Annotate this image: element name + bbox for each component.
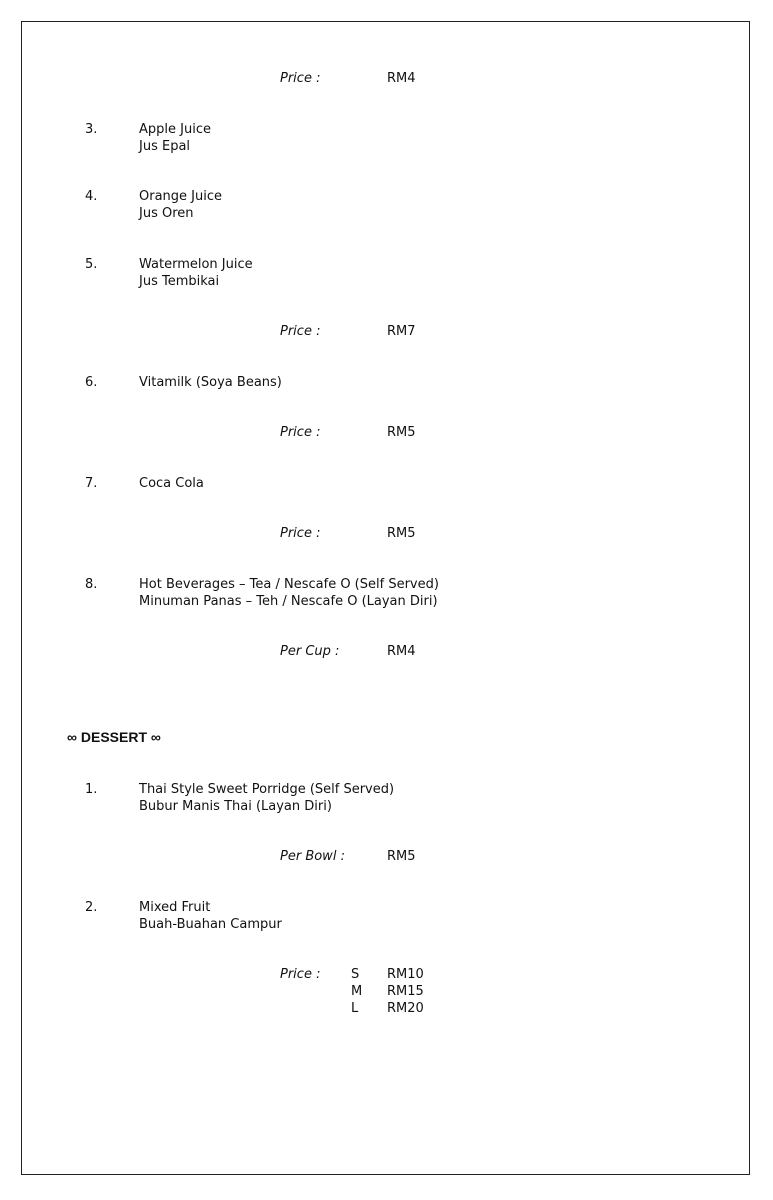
size-label: S bbox=[351, 967, 360, 982]
item-malay-name: Bubur Manis Thai (Layan Diri) bbox=[139, 799, 332, 814]
price-value: RM4 bbox=[387, 71, 416, 86]
item-number: 2. bbox=[85, 900, 98, 915]
item-number: 1. bbox=[85, 782, 98, 797]
item-number: 3. bbox=[85, 122, 98, 137]
price-label: Price : bbox=[280, 71, 321, 86]
item-malay-name: Jus Epal bbox=[139, 139, 191, 154]
item-number: 5. bbox=[85, 257, 98, 272]
price-value: RM5 bbox=[387, 849, 416, 864]
price-value: RM4 bbox=[387, 644, 416, 659]
size-label: M bbox=[351, 984, 363, 999]
price-value: RM5 bbox=[387, 526, 416, 541]
item-number: 4. bbox=[85, 189, 98, 204]
item-name: Vitamilk (Soya Beans) bbox=[139, 375, 282, 390]
price-value: RM20 bbox=[387, 1001, 424, 1016]
price-label: Price : bbox=[280, 324, 321, 339]
item-number: 6. bbox=[85, 375, 98, 390]
price-label: Price : bbox=[280, 425, 321, 440]
size-label: L bbox=[351, 1001, 359, 1016]
item-malay-name: Buah-Buahan Campur bbox=[139, 917, 282, 932]
item-number: 7. bbox=[85, 476, 98, 491]
item-name: Hot Beverages – Tea / Nescafe O (Self Served) bbox=[139, 577, 439, 592]
section-heading: ∞ DESSERT ∞ bbox=[67, 729, 161, 745]
item-name: Watermelon Juice bbox=[139, 257, 253, 272]
price-value: RM5 bbox=[387, 425, 416, 440]
price-value: RM15 bbox=[387, 984, 424, 999]
price-value: RM10 bbox=[387, 967, 424, 982]
per-cup-label: Per Cup : bbox=[280, 644, 340, 659]
per-bowl-label: Per Bowl : bbox=[280, 849, 345, 864]
item-malay-name: Jus Oren bbox=[139, 206, 194, 221]
item-name: Coca Cola bbox=[139, 476, 204, 491]
item-malay-name: Minuman Panas – Teh / Nescafe O (Layan Diri) bbox=[139, 594, 438, 609]
item-name: Thai Style Sweet Porridge (Self Served) bbox=[139, 782, 395, 797]
price-label: Price : bbox=[280, 967, 321, 982]
price-value: RM7 bbox=[387, 324, 416, 339]
price-label: Price : bbox=[280, 526, 321, 541]
item-malay-name: Jus Tembikai bbox=[139, 274, 220, 289]
item-name: Apple Juice bbox=[139, 122, 211, 137]
item-number: 8. bbox=[85, 577, 98, 592]
item-name: Mixed Fruit bbox=[139, 900, 211, 915]
item-name: Orange Juice bbox=[139, 189, 222, 204]
